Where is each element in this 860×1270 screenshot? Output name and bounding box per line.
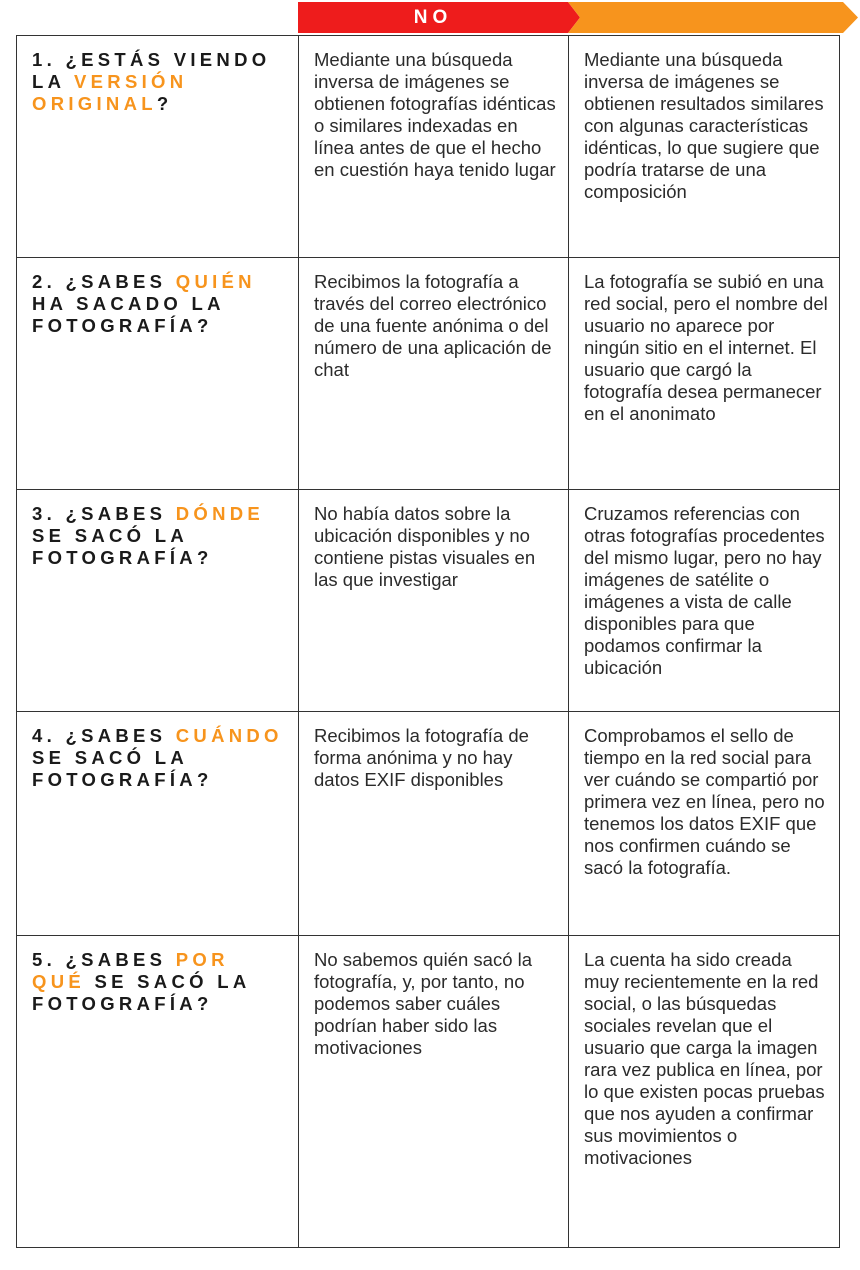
question-highlight: QUIÉN xyxy=(175,271,256,292)
no-answer-cell xyxy=(299,258,569,490)
question-text: 3. ¿SABES DÓNDE SE SACÓ LA FOTOGRAFÍA? xyxy=(32,503,265,568)
question-highlight: DÓNDE xyxy=(175,503,265,524)
partial-answer-text: Cruzamos referencias con otras fotografías procedentes del mismo lugar, pero no hay imágenes de satélite o imágenes a vista de calle disponibles para que podamos confirmar la ubicación xyxy=(584,503,825,678)
no-answer-cell xyxy=(299,490,569,712)
question-cell xyxy=(17,712,299,936)
no-answer-text: No sabemos quién sacó la fotografía, y, por tanto, no podemos saber cuáles podrían haber sido las motivaciones xyxy=(314,949,533,1058)
question-text: 1. ¿ESTÁS VIENDO LA VERSIÓN ORIGINAL? xyxy=(32,49,271,114)
partial-answer-text: La fotografía se subió en una red social, pero el nombre del usuario no aparece por ningún sitio en el internet. El usuario que cargó la fotografía desea permanecer en el anonimato xyxy=(584,271,828,424)
question-cell xyxy=(17,258,299,490)
no-answer-cell xyxy=(299,712,569,936)
table-row xyxy=(17,936,840,1248)
question-cell xyxy=(17,490,299,712)
table-row xyxy=(17,490,840,712)
question-text: 5. ¿SABES POR QUÉ SE SACÓ LA FOTOGRAFÍA? xyxy=(32,949,250,1014)
header-band xyxy=(298,2,858,33)
question-cell xyxy=(17,936,299,1248)
partial-answer-text: Mediante una búsqueda inversa de imágenes se obtienen resultados similares con algunas características idénticas, lo que sugiere que podría tratarse de una composición xyxy=(584,49,824,202)
header-partial-segment xyxy=(568,2,858,33)
partial-answer-cell xyxy=(569,36,840,258)
question-text: 4. ¿SABES CUÁNDO SE SACÓ LA FOTOGRAFÍA? xyxy=(32,725,283,790)
no-answer-text: Recibimos la fotografía a través del correo electrónico de una fuente anónima o del número de una aplicación de chat xyxy=(314,271,552,380)
table-row xyxy=(17,712,840,936)
question-highlight: VERSIÓN ORIGINAL xyxy=(32,71,188,114)
partial-answer-text: Comprobamos el sello de tiempo en la red social para ver cuándo se compartió por primera vez en línea, pero no tenemos los datos EXIF que nos confirmen cuándo se sacó la fotografía. xyxy=(584,725,825,878)
question-cell xyxy=(17,36,299,258)
question-highlight: CUÁNDO xyxy=(175,725,283,746)
no-answer-text: No había datos sobre la ubicación disponibles y no contiene pistas visuales en las que investigar xyxy=(314,503,536,590)
no-answer-cell xyxy=(299,936,569,1248)
header-no-label: NO xyxy=(413,7,453,28)
partial-answer-cell xyxy=(569,936,840,1248)
no-answer-text: Mediante una búsqueda inversa de imágenes se obtienen fotografías idénticas o similares indexadas en línea antes de que el hecho en cuestión haya tenido lugar xyxy=(314,49,556,180)
partial-answer-cell xyxy=(569,712,840,936)
table-row xyxy=(17,258,840,490)
question-text: 2. ¿SABES QUIÉN HA SACADO LA FOTOGRAFÍA? xyxy=(32,271,256,336)
partial-answer-text: La cuenta ha sido creada muy recientemente en la red social, o las búsquedas sociales revelan que el usuario que carga la imagen rara vez publica en línea, por lo que existen pocas pruebas que nos ayuden a confirmar sus movimientos o motivaciones xyxy=(584,949,825,1168)
question-highlight: POR QUÉ xyxy=(32,949,229,992)
no-answer-cell xyxy=(299,36,569,258)
verification-table xyxy=(16,35,840,1248)
partial-answer-cell xyxy=(569,258,840,490)
partial-answer-cell xyxy=(569,490,840,712)
no-answer-text: Recibimos la fotografía de forma anónima y no hay datos EXIF disponibles xyxy=(314,725,529,790)
table-row xyxy=(17,36,840,258)
